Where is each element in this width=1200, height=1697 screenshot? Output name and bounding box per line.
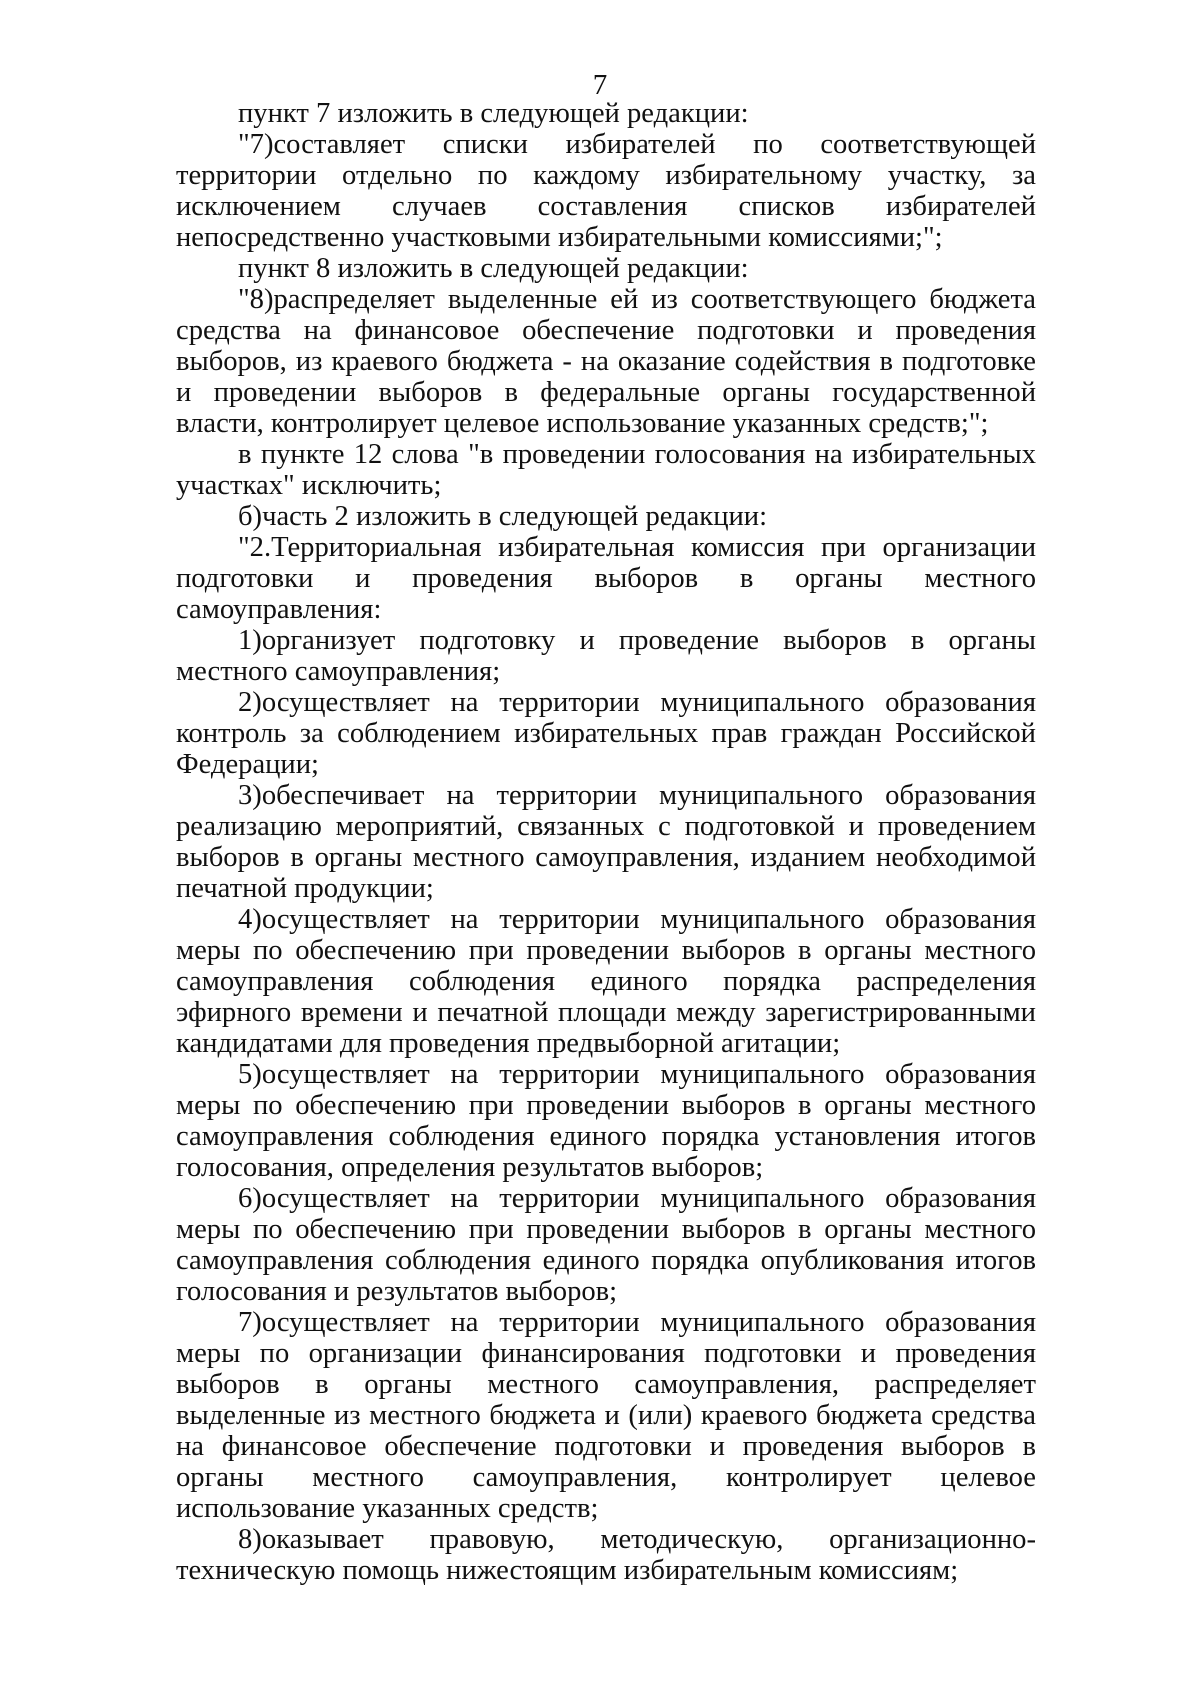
paragraph-subitem-3: 3)обеспечивает на территории муниципального образования реализацию мероприятий, связанных с подготовкой и проведением выборов в органы местного самоуправления, изданием необходимой печатной продукции; bbox=[176, 780, 1036, 904]
paragraph-subitem-1: 1)организует подготовку и проведение выборов в органы местного самоуправления; bbox=[176, 625, 1036, 687]
paragraph-item-8-intro: пункт 8 изложить в следующей редакции: bbox=[238, 253, 749, 284]
paragraph-item-7-text: "7)составляет списки избирателей по соответствующей территории отдельно по каждому избирательному участку, за исключением случаев составления списков избирателей непосредственно участковыми избирательными комиссиями;"; bbox=[176, 129, 1036, 253]
paragraph-subitem-7: 7)осуществляет на территории муниципального образования меры по организации финансирования подготовки и проведения выборов в органы местного самоуправления, распределяет выделенные из местного бюджета и (или) краевого бюджета средства на финансовое обеспечение подготовки и проведения выборов в органы местного самоуправления, контролирует целевое использование указанных средств; bbox=[176, 1307, 1036, 1524]
paragraph-subitem-4: 4)осуществляет на территории муниципального образования меры по обеспечению при проведении выборов в органы местного самоуправления соблюдения единого порядка распределения эфирного времени и печатной площади между зарегистрированными кандидатами для проведения предвыборной агитации; bbox=[176, 904, 1036, 1059]
document-body bbox=[176, 98, 1036, 1586]
paragraph-part-2-text: "2.Территориальная избирательная комиссия при организации подготовки и проведения выборов в органы местного самоуправления: bbox=[176, 532, 1036, 625]
paragraph-item-7-intro: пункт 7 изложить в следующей редакции: bbox=[238, 98, 749, 129]
paragraph-subitem-2: 2)осуществляет на территории муниципального образования контроль за соблюдением избирательных прав граждан Российской Федерации; bbox=[176, 687, 1036, 780]
paragraph-item-12-amendment: в пункте 12 слова "в проведении голосования на избирательных участках" исключить; bbox=[176, 439, 1036, 501]
paragraph-part-2-intro: б)часть 2 изложить в следующей редакции: bbox=[238, 501, 768, 532]
paragraph-subitem-5: 5)осуществляет на территории муниципального образования меры по обеспечению при проведении выборов в органы местного самоуправления соблюдения единого порядка установления итогов голосования, определения результатов выборов; bbox=[176, 1059, 1036, 1183]
paragraph-item-8-text: "8)распределяет выделенные ей из соответствующего бюджета средства на финансовое обеспечение подготовки и проведения выборов, из краевого бюджета - на оказание содействия в подготовке и проведении выборов в федеральные органы государственной власти, контролирует целевое использование указанных средств;"; bbox=[176, 284, 1036, 439]
page-number: 7 bbox=[592, 69, 608, 101]
paragraph-subitem-8: 8)оказывает правовую, методическую, организационно-техническую помощь нижестоящим избирательным комиссиям; bbox=[176, 1524, 1036, 1586]
paragraph-subitem-6: 6)осуществляет на территории муниципального образования меры по обеспечению при проведении выборов в органы местного самоуправления соблюдения единого порядка опубликования итогов голосования и результатов выборов; bbox=[176, 1183, 1036, 1307]
